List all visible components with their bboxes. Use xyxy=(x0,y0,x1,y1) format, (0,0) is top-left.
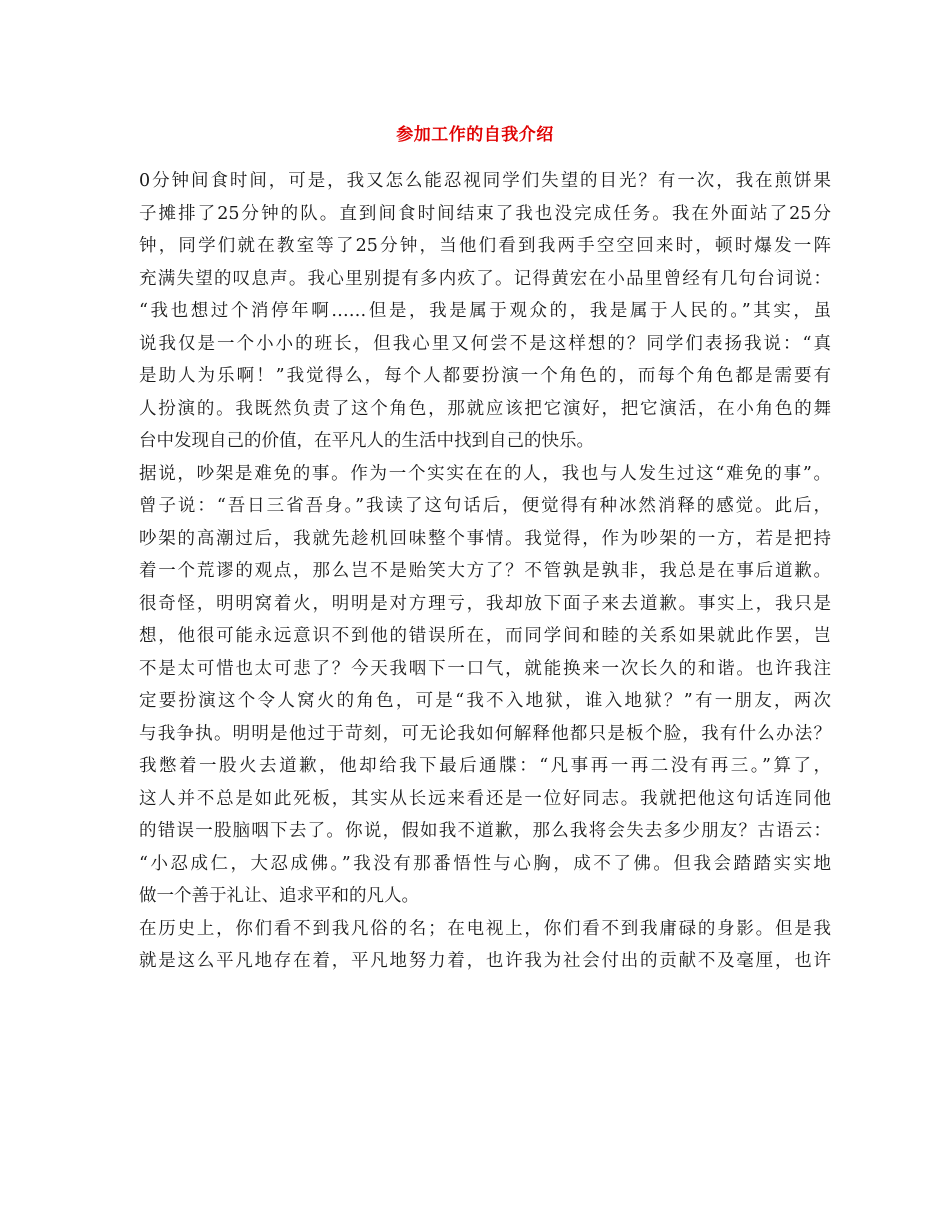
paragraph xyxy=(139,165,831,458)
text-line: 说我仅是一个小小的班长，但我心里又何尝不是这样想的？同学们表扬我说：“真 xyxy=(139,333,831,354)
text-line: 不是太可惜也太可悲了？今天我咽下一口气，就能换来一次长久的和谐。也许我注 xyxy=(139,658,831,679)
text-line: 充满失望的叹息声。我心里别提有多内疚了。记得黄宏在小品里曾经有几句台词说： xyxy=(139,268,831,289)
text-line: 台中发现自己的价值，在平凡人的生活中找到自己的快乐。 xyxy=(139,431,594,451)
text-line: 吵架的高潮过后，我就先趁机回味整个事情。我觉得，作为吵架的一方，若是把持 xyxy=(139,528,831,549)
text-line: 0分钟间食时间，可是，我又怎么能忍视同学们失望的目光？有一次，我在煎饼果 xyxy=(139,171,831,191)
text-line: 定要扮演这个令人窝火的角色，可是“我不入地狱，谁入地狱？”有一朋友，两次 xyxy=(139,691,831,711)
text-line: 这人并不总是如此死板，其实从长远来看还是一位好同志。我就把他这句话连同他 xyxy=(139,788,831,809)
text-line: 与我争执。明明是他过于苛刻，可无论我如何解释他都只是板个脸，我有什么办法？ xyxy=(139,723,831,744)
text-line: 想，他很可能永远意识不到他的错误所在，而同学间和睦的关系如果就此作罢，岂 xyxy=(139,626,831,646)
text-line: 就是这么平凡地存在着，平凡地努力着，也许我为社会付出的贡献不及毫厘，也许 xyxy=(139,951,831,971)
text-line: “我也想过个消停年啊……但是，我是属于观众的，我是属于人民的。”其实，虽 xyxy=(139,301,831,321)
text-line: 曾子说：“吾日三省吾身。”我读了这句话后，便觉得有种冰然消释的感觉。此后， xyxy=(139,496,831,516)
text-line: 做一个善于礼让、追求平和的凡人。 xyxy=(139,886,419,906)
text-line: 在历史上，你们看不到我凡俗的名；在电视上，你们看不到我庸碌的身影。但是我 xyxy=(139,918,831,939)
paragraph xyxy=(139,458,831,913)
paragraph xyxy=(139,913,831,978)
text-line: 是助人为乐啊！”我觉得么，每个人都要扮演一个角色的，而每个角色都是需要有 xyxy=(139,366,831,386)
document-title: 参加工作的自我介绍 xyxy=(396,125,554,145)
text-line: 子摊排了25分钟的队。直到间食时间结束了我也没完成任务。我在外面站了25分 xyxy=(139,203,831,224)
text-line: “小忍成仁，大忍成佛。”我没有那番悟性与心胸，成不了佛。但我会踏踏实实地 xyxy=(139,853,831,874)
text-line: 据说，吵架是难免的事。作为一个实实在在的人，我也与人发生过这“难免的事”。 xyxy=(139,463,831,484)
text-line: 钟，同学们就在教室等了25分钟，当他们看到我两手空空回来时，顿时爆发一阵 xyxy=(139,236,831,256)
text-line: 着一个荒谬的观点，那么岂不是贻笑大方了？不管孰是孰非，我总是在事后道歉。 xyxy=(139,561,831,581)
text-line: 很奇怪，明明窝着火，明明是对方理亏，我却放下面子来去道歉。事实上，我只是 xyxy=(139,593,831,614)
text-line: 的错误一股脑咽下去了。你说，假如我不道歉，那么我将会失去多少朋友？古语云： xyxy=(139,821,831,841)
text-line: 人扮演的。我既然负责了这个角色，那就应该把它演好，把它演活，在小角色的舞 xyxy=(139,398,831,419)
text-line: 我憋着一股火去道歉，他却给我下最后通牒：“凡事再一再二没有再三。”算了， xyxy=(139,756,831,776)
document-body xyxy=(139,165,831,978)
